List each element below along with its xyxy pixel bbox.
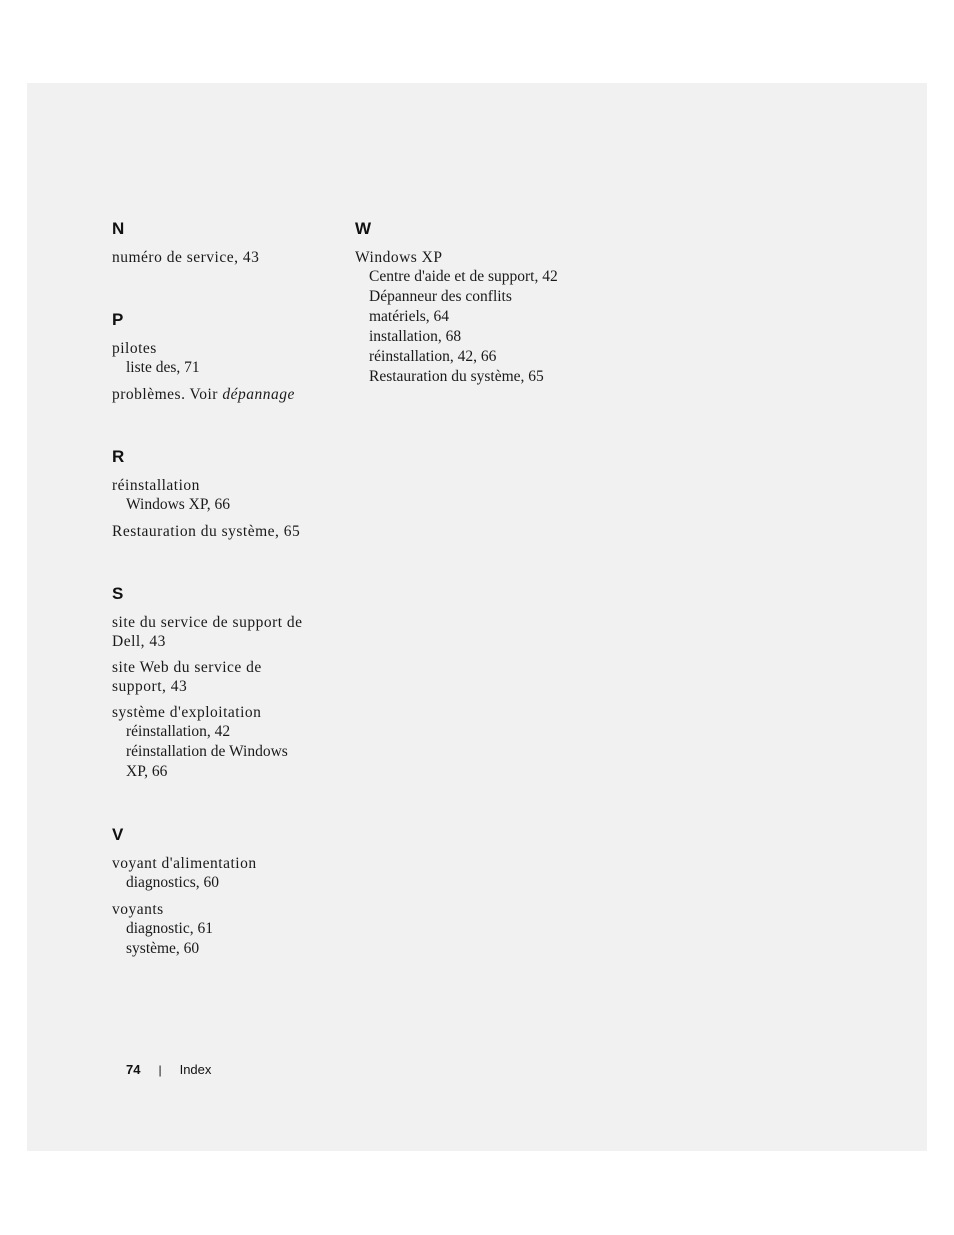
index-section-p xyxy=(112,309,342,404)
index-entry xyxy=(112,854,342,893)
index-entry xyxy=(112,658,342,696)
index-entry-main xyxy=(112,385,342,404)
index-subterm: système, 60 xyxy=(126,940,200,957)
index-section-n xyxy=(112,218,342,267)
index-subterm: diagnostic, 61 xyxy=(126,920,213,937)
index-subentry xyxy=(112,742,342,782)
index-subterm: installation, 68 xyxy=(369,328,462,345)
index-subterm-continuation: XP, 66 xyxy=(126,763,168,780)
section-letter: V xyxy=(112,825,124,844)
index-entry xyxy=(112,522,342,541)
index-subentry xyxy=(112,722,342,742)
index-entry xyxy=(112,900,342,959)
index-entry-main xyxy=(112,703,342,722)
index-subentry xyxy=(112,495,342,515)
index-column-left xyxy=(112,218,342,1001)
index-subterm: réinstallation, 42 xyxy=(126,723,231,740)
index-term: site du service de support de xyxy=(112,614,303,631)
index-subterm: Dépanneur des conflits xyxy=(369,288,512,305)
index-term: numéro de service, 43 xyxy=(112,249,260,266)
index-subentry xyxy=(355,287,585,327)
index-entry-main xyxy=(112,248,342,267)
index-term: voyants xyxy=(112,901,164,918)
index-subentry xyxy=(112,873,342,893)
index-subterm: réinstallation de Windows xyxy=(126,743,288,760)
index-entry xyxy=(112,613,342,651)
section-letter: N xyxy=(112,219,125,238)
index-see-reference: dépannage xyxy=(222,386,295,403)
index-subterm: Windows XP, 66 xyxy=(126,496,231,513)
index-section-w xyxy=(355,218,585,387)
index-subentry xyxy=(355,347,585,367)
index-subterm: réinstallation, 42, 66 xyxy=(369,348,497,365)
index-entry xyxy=(112,385,342,404)
section-letter: W xyxy=(355,219,372,238)
index-term: Windows XP xyxy=(355,249,443,266)
index-section-r xyxy=(112,446,342,541)
index-section-v xyxy=(112,824,342,959)
index-entry-main xyxy=(112,522,342,541)
section-letter: S xyxy=(112,584,124,603)
page-footer xyxy=(126,1062,211,1077)
index-term: voyant d'alimentation xyxy=(112,855,257,872)
index-term-continuation: support, 43 xyxy=(112,678,188,695)
index-column-right xyxy=(355,218,585,429)
index-subterm: diagnostics, 60 xyxy=(126,874,219,891)
index-entry xyxy=(112,703,342,782)
index-subterm: Centre d'aide et de support, 42 xyxy=(369,268,558,285)
index-subentry xyxy=(112,939,342,959)
index-subentry xyxy=(355,327,585,347)
index-entry-main xyxy=(112,854,342,873)
index-subterm: liste des, 71 xyxy=(126,359,200,376)
index-term: Restauration du système, 65 xyxy=(112,523,301,540)
index-term: problèmes. Voir xyxy=(112,386,223,403)
index-term: pilotes xyxy=(112,340,157,357)
index-subentry xyxy=(355,367,585,387)
index-entry-main xyxy=(112,476,342,495)
index-term: système d'exploitation xyxy=(112,704,262,721)
section-letter: P xyxy=(112,310,124,329)
footer-separator: | xyxy=(158,1062,162,1077)
index-subentry xyxy=(112,358,342,378)
index-entry xyxy=(112,248,342,267)
index-subterm: Restauration du système, 65 xyxy=(369,368,544,385)
index-term: site Web du service de xyxy=(112,659,262,676)
page-number: 74 xyxy=(126,1062,141,1077)
index-subentry xyxy=(112,919,342,939)
index-entry-main xyxy=(355,248,585,267)
index-term-continuation: Dell, 43 xyxy=(112,633,166,650)
index-term: réinstallation xyxy=(112,477,200,494)
footer-section-label: Index xyxy=(179,1062,212,1077)
index-entry-main xyxy=(112,613,342,651)
index-subterm-continuation: matériels, 64 xyxy=(369,308,450,325)
index-section-s xyxy=(112,583,342,782)
index-entry-main xyxy=(112,658,342,696)
section-letter: R xyxy=(112,447,125,466)
index-entry-main xyxy=(112,900,342,919)
index-entry-main xyxy=(112,339,342,358)
index-entry xyxy=(112,476,342,515)
index-entry xyxy=(355,248,585,387)
index-entry xyxy=(112,339,342,378)
index-subentry xyxy=(355,267,585,287)
